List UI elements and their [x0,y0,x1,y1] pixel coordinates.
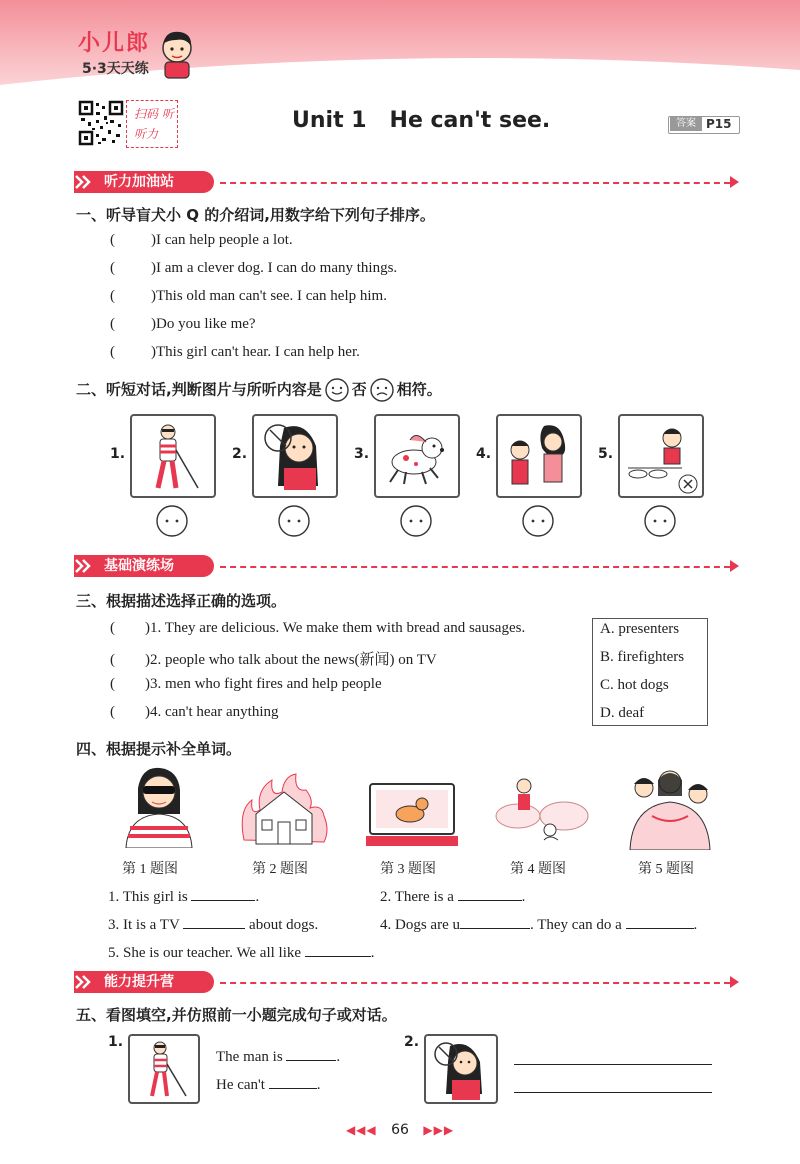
section-title: 基础演练场 [104,558,174,574]
sentence: I can help people a lot. [156,232,293,248]
question-1-heading: 一、听导盲犬小 Q 的介绍词,用数字给下列句子排序。 [76,206,435,224]
fill-sentence-3 [108,914,318,934]
fill-sentence-5 [108,942,375,962]
item-number: 1. [108,1034,124,1050]
list-item [110,648,437,669]
sentence: )1. They are delicious. We make them with bread and sausages. [145,620,526,636]
heading-text: 相符。 [396,380,442,399]
item-number: 2. [404,1034,420,1050]
sentence: This old man can't see. I can help him. [156,288,387,304]
sentence-text: The man is [216,1049,283,1065]
fill-sentence-1 [108,886,259,906]
qr-code-icon[interactable] [78,100,124,146]
sentence: )2. people who talk about the news(新闻) on TV [145,652,437,668]
brand-logo: 小儿郎 [78,31,151,56]
sentence-text: 5. She is our teacher. We all like [108,945,302,961]
list-item [110,676,382,693]
arrow-right-icon [730,176,739,188]
picture-number: 1. [110,446,126,462]
mascot-icon [156,28,198,80]
fill-line-1 [216,1046,340,1066]
fill-line-2 [216,1074,320,1094]
sentence-text: . [336,1049,341,1065]
fill-sentence-4 [380,914,697,934]
list-item [110,232,293,249]
sentence-text: . [521,889,526,905]
page-title: Unit 1 He can't see. [292,108,551,133]
deaf-girl-icon [426,1036,496,1102]
section-banner-basic [70,554,742,578]
heading-text: 否 [351,380,367,399]
sentence: I am a clever dog. I can do many things. [156,260,398,276]
section-title: 听力加油站 [104,174,174,190]
blank-field[interactable] [183,914,245,929]
answer-face-icon[interactable] [643,504,677,538]
blank-field[interactable] [269,1074,317,1089]
list-item [110,620,525,637]
picture-number: 4. [476,446,492,462]
answer-line[interactable] [514,1092,712,1093]
blank-field[interactable] [305,942,371,957]
picture-cooking-boy [618,414,704,498]
paren-close: ) [151,344,156,360]
left-arrows-icon: ◀◀◀ [345,1123,377,1137]
answer-face-icon[interactable] [521,504,555,538]
sentence-text: about dogs. [249,917,319,933]
option-item: A. presenters [600,621,680,637]
dog-icon [376,416,458,496]
answer-page: P15 [706,117,732,131]
section-banner-listening [70,170,742,194]
blank-field[interactable] [460,914,530,929]
paren-open: ( [110,232,115,248]
list-item [110,288,387,305]
paren-open: ( [110,620,115,636]
sentence-text: . [370,945,375,961]
paren-open: ( [110,316,115,332]
deaf-girl-icon [254,416,336,496]
sentence-text: . [693,917,698,933]
figure-caption: 第 5 题图 [638,862,694,877]
paren-open: ( [110,344,115,360]
teacher-and-kids-icon [622,766,718,850]
picture-running-dog [374,414,460,498]
boy-woman-icon [498,416,580,496]
option-item: C. hot dogs [600,677,669,693]
double-chevron-icon [74,174,96,190]
sad-face-icon [367,378,397,402]
paren-close: ) [151,316,156,332]
question-2-heading [76,378,442,402]
smile-face-icon [322,378,352,402]
sentence: )4. can't hear anything [145,704,279,720]
banner-dash-line [220,982,730,984]
sentence-text: . They can do a [529,917,622,933]
arrow-right-icon [730,560,739,572]
fill-sentence-2 [380,886,525,906]
section-title: 能力提升营 [104,974,174,990]
blank-field[interactable] [626,914,694,929]
picture-deaf-girl [252,414,338,498]
paren-close: ) [151,232,156,248]
figure-caption: 第 3 题图 [380,862,436,877]
paren-open: ( [110,652,115,668]
option-item: B. firefighters [600,649,685,665]
list-item [110,344,360,361]
blank-field[interactable] [458,886,522,901]
question-3-heading: 三、根据描述选择正确的选项。 [76,592,287,610]
paren-open: ( [110,676,115,692]
figure-caption: 第 1 题图 [122,862,178,877]
blank-field[interactable] [191,886,255,901]
page-footer [330,1122,470,1138]
banner-dash-line [220,566,730,568]
scan-listen-label: 扫码 听听力 [134,107,174,141]
list-item [110,704,278,721]
sentence: Do you like me? [156,316,256,332]
boy-and-sheep-icon [494,770,590,850]
paren-open: ( [110,288,115,304]
answer-face-icon[interactable] [399,504,433,538]
double-chevron-icon [74,558,96,574]
picture-boy-and-woman [496,414,582,498]
question-5-heading: 五、看图填空,并仿照前一小题完成句子或对话。 [76,1006,397,1024]
sentence-text: 2. There is a [380,889,454,905]
answer-face-icon[interactable] [155,504,189,538]
question-4-heading: 四、根据提示补全单词。 [76,740,242,758]
sentence-text: . [316,1077,321,1093]
picture-number: 3. [354,446,370,462]
heading-text: 二、听短对话,判断图片与所听内容是 [76,380,322,399]
section-banner-ability [70,970,742,994]
figure-caption: 第 4 题图 [510,862,566,877]
list-item [110,260,397,277]
paren-close: ) [151,260,156,276]
banner-dash-line [220,182,730,184]
paren-open: ( [110,260,115,276]
burning-house-icon [234,770,334,848]
tv-icon [364,780,460,850]
picture-deaf-girl-small [424,1034,498,1104]
picture-number: 2. [232,446,248,462]
brand-subtitle: 5·3天天练 [82,61,149,77]
sentence-text: . [255,889,260,905]
picture-number: 5. [598,446,614,462]
answer-line[interactable] [514,1064,712,1065]
sentence: This girl can't hear. I can help her. [156,344,360,360]
blank-field[interactable] [286,1046,336,1061]
answer-label: 答案 [670,117,702,131]
blind-girl-icon [116,764,202,848]
option-item: D. deaf [600,705,645,721]
sentence-text: 1. This girl is [108,889,188,905]
sentence: )3. men who fight fires and help people [145,676,382,692]
right-arrows-icon: ▶▶▶ [423,1123,455,1137]
cooking-boy-icon [620,416,702,496]
paren-open: ( [110,704,115,720]
arrow-right-icon [730,976,739,988]
page-number: 66 [391,1122,409,1138]
picture-blind-man-small [128,1034,200,1104]
sentence-text: 3. It is a TV [108,917,180,933]
picture-blind-man [130,414,216,498]
sentence-text: He can't [216,1077,265,1093]
sentence-text: 4. Dogs are u [380,917,460,933]
paren-close: ) [151,288,156,304]
blind-man-icon [130,1036,198,1102]
figure-caption: 第 2 题图 [252,862,308,877]
list-item [110,316,256,333]
double-chevron-icon [74,974,96,990]
blind-man-icon [132,416,214,496]
answer-face-icon[interactable] [277,504,311,538]
